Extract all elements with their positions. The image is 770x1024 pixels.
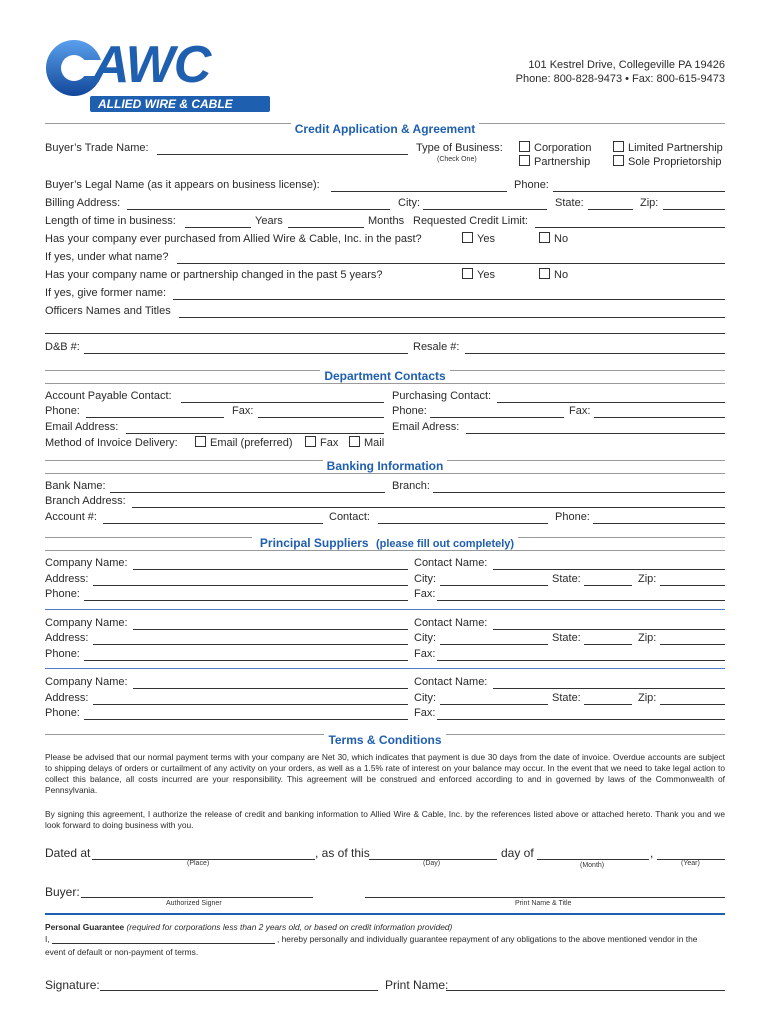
invoice-fax-checkbox[interactable] <box>305 436 316 447</box>
account-label: Account #: <box>45 511 97 523</box>
supplier3-phone-field[interactable] <box>84 719 408 720</box>
phone-label: Phone: <box>514 179 549 191</box>
dnb-field[interactable] <box>84 353 408 354</box>
corporation-label: Corporation <box>534 142 592 154</box>
purchasing-fax-field[interactable] <box>594 417 725 418</box>
bank-name-field[interactable] <box>110 492 385 493</box>
bank-phone-field[interactable] <box>593 523 725 524</box>
branch-address-label: Branch Address: <box>45 495 126 507</box>
section-subtitle: (please fill out completely) <box>375 538 515 550</box>
legal-name-label: Buyer’s Legal Name (as it appears on business license): <box>45 179 320 191</box>
logo-subtext: ALLIED WIRE & CABLE <box>98 97 233 111</box>
month-hint: (Month) <box>580 862 605 869</box>
name-changed-question: Has your company name or partnership changed in the past 5 years? <box>45 269 383 281</box>
supplier1-contact-field[interactable] <box>493 569 725 570</box>
branch-field[interactable] <box>433 492 725 493</box>
supplier2-contact-label: Contact Name: <box>414 617 488 629</box>
partnership-checkbox[interactable] <box>519 155 530 166</box>
supplier2-city-label: City: <box>414 632 436 644</box>
bank-phone-label: Phone: <box>555 511 590 523</box>
ap-phone-label: Phone: <box>45 405 80 417</box>
bank-contact-label: Contact: <box>329 511 370 523</box>
dated-at-label: Dated at <box>45 846 91 860</box>
supplier2-address-label: Address: <box>45 632 89 644</box>
supplier3-company-label: Company Name: <box>45 676 128 688</box>
supplier2-address-field[interactable] <box>93 644 408 645</box>
state-label: State: <box>555 197 584 209</box>
trade-name-field[interactable] <box>157 154 408 155</box>
company-contact: Phone: 800-828-9473 • Fax: 800-615-9473 <box>515 73 725 85</box>
supplier2-city-field[interactable] <box>440 644 548 645</box>
dnb-label: D&B #: <box>45 341 80 353</box>
supplier2-zip-label: Zip: <box>638 632 657 644</box>
billing-address-field[interactable] <box>127 209 390 210</box>
purchased-no-checkbox[interactable] <box>539 232 550 243</box>
guarantee-heading <box>45 922 452 933</box>
invoice-fax-label: Fax <box>320 437 339 449</box>
supplier1-company-field[interactable] <box>133 569 408 570</box>
section-terms-conditions <box>45 732 725 748</box>
supplier1-contact-label: Contact Name: <box>414 557 488 569</box>
business-type-label: Type of Business: <box>416 142 503 154</box>
supplier1-city-field[interactable] <box>440 585 548 586</box>
ap-phone-field[interactable] <box>86 417 224 418</box>
trade-name-label: Buyer’s Trade Name: <box>45 142 149 154</box>
resale-label: Resale #: <box>413 341 460 353</box>
month-field[interactable] <box>537 859 649 860</box>
supplier1-zip-field[interactable] <box>660 585 725 586</box>
day-of-label: day of <box>501 846 534 860</box>
state-field[interactable] <box>588 209 633 210</box>
supplier1-state-label: State: <box>552 573 581 585</box>
supplier1-state-field[interactable] <box>584 585 632 586</box>
officers-field-2[interactable] <box>45 333 725 334</box>
supplier3-city-label: City: <box>414 692 436 704</box>
supplier2-state-label: State: <box>552 632 581 644</box>
invoice-mail-checkbox[interactable] <box>349 436 360 447</box>
supplier3-address-label: Address: <box>45 692 89 704</box>
partnership-label: Partnership <box>534 156 591 168</box>
purchased-yes-label: Yes <box>477 233 495 245</box>
resale-field[interactable] <box>465 353 725 354</box>
former-name-label: If yes, give former name: <box>45 287 167 299</box>
section-title: Principal Suppliers <box>256 536 373 550</box>
print-name-label: Print Name: <box>385 978 449 992</box>
divider <box>45 473 725 474</box>
supplier-divider <box>45 668 725 669</box>
purchasing-contact-field[interactable] <box>497 402 725 403</box>
print-name-title-hint: Print Name & Title <box>515 900 572 907</box>
officers-field[interactable] <box>179 317 725 318</box>
authorized-signer-field[interactable] <box>81 897 313 898</box>
purchased-yes-checkbox[interactable] <box>462 232 473 243</box>
months-label: Months <box>368 215 405 227</box>
supplier3-phone-label: Phone: <box>45 707 80 719</box>
months-field[interactable] <box>288 227 364 228</box>
legal-name-field[interactable] <box>331 191 507 192</box>
invoice-method-label: Method of Invoice Delivery: <box>45 437 178 449</box>
credit-limit-label: Requested Credit Limit: <box>413 215 528 227</box>
purchasing-fax-label: Fax: <box>569 405 591 417</box>
purchasing-contact-label: Purchasing Contact: <box>392 390 492 402</box>
supplier3-zip-label: Zip: <box>638 692 657 704</box>
phone-field[interactable] <box>553 191 725 192</box>
company-logo <box>30 36 270 116</box>
supplier1-phone-label: Phone: <box>45 588 80 600</box>
supplier3-fax-label: Fax: <box>414 707 436 719</box>
supplier1-city-label: City: <box>414 573 436 585</box>
place-hint: (Place) <box>187 860 210 867</box>
authorized-signer-hint: Authorized Signer <box>166 900 222 907</box>
supplier2-zip-field[interactable] <box>660 644 725 645</box>
purchasing-email-field[interactable] <box>466 433 725 434</box>
city-label: City: <box>398 197 420 209</box>
supplier1-address-label: Address: <box>45 573 89 585</box>
supplier3-contact-label: Contact Name: <box>414 676 488 688</box>
authorization-paragraph: By signing this agreement, I authorize the release of credit and banking information to Allied Wire & Cable, Inc. by the references listed above or attached hereto. Thank you and we look forward to doing business with you. <box>45 809 725 830</box>
guarantee-text: , hereby personally and individually guarantee repayment of any obligations to the above mentioned vendor in the <box>277 934 698 944</box>
logo-text: AWC <box>92 36 211 94</box>
name-changed-no-label: No <box>554 269 569 281</box>
supplier2-company-label: Company Name: <box>45 617 128 629</box>
supplier3-company-field[interactable] <box>133 688 408 689</box>
sole-proprietorship-label: Sole Proprietorship <box>628 156 722 168</box>
supplier2-phone-label: Phone: <box>45 648 80 660</box>
supplier2-state-field[interactable] <box>584 644 632 645</box>
supplier2-contact-field[interactable] <box>493 629 725 630</box>
section-title: Terms & Conditions <box>324 733 445 747</box>
under-what-name-label: If yes, under what name? <box>45 251 169 263</box>
branch-address-field[interactable] <box>132 507 725 508</box>
divider <box>45 383 725 384</box>
account-field[interactable] <box>103 523 323 524</box>
guarantee-prefix: I, <box>45 934 50 944</box>
sole-proprietorship-checkbox[interactable] <box>613 155 624 166</box>
signature-label: Signature: <box>45 978 100 992</box>
name-changed-yes-checkbox[interactable] <box>462 268 473 279</box>
purchased-question: Has your company ever purchased from Allied Wire & Cable, Inc. in the past? <box>45 233 422 245</box>
buyer-label: Buyer: <box>45 885 80 899</box>
officers-label: Officers Names and Titles <box>45 305 171 317</box>
name-changed-no-checkbox[interactable] <box>539 268 550 279</box>
supplier1-zip-label: Zip: <box>638 573 657 585</box>
guarantee-title: Personal Guarantee <box>45 922 125 932</box>
guarantor-name-field[interactable] <box>52 943 275 944</box>
print-name-title-field[interactable] <box>365 897 725 898</box>
branch-label: Branch: <box>392 480 430 492</box>
supplier2-fax-label: Fax: <box>414 648 436 660</box>
business-length-label: Length of time in business: <box>45 215 176 227</box>
zip-label: Zip: <box>640 197 659 209</box>
supplier3-zip-field[interactable] <box>660 704 725 705</box>
ap-email-label: Email Address: <box>45 421 119 433</box>
print-name-field[interactable] <box>446 990 725 991</box>
invoice-mail-label: Mail <box>364 437 385 449</box>
ap-fax-field[interactable] <box>258 417 384 418</box>
supplier3-state-label: State: <box>552 692 581 704</box>
city-field[interactable] <box>423 209 547 210</box>
section-principal-suppliers <box>45 535 725 551</box>
supplier3-contact-field[interactable] <box>493 688 725 689</box>
supplier2-phone-field[interactable] <box>84 660 408 661</box>
limited-partnership-checkbox[interactable] <box>613 141 624 152</box>
supplier1-address-field[interactable] <box>93 585 408 586</box>
corporation-checkbox[interactable] <box>519 141 530 152</box>
credit-limit-field[interactable] <box>535 227 725 228</box>
former-name-field[interactable] <box>173 299 725 300</box>
billing-address-label: Billing Address: <box>45 197 121 209</box>
purchasing-email-label: Email Adress: <box>392 421 460 433</box>
invoice-email-checkbox[interactable] <box>195 436 206 447</box>
section-title: Credit Application & Agreement <box>291 122 479 136</box>
ap-contact-label: Account Payable Contact: <box>45 390 172 402</box>
section-department-contacts <box>45 368 725 384</box>
guarantee-note: (required for corporations less than 2 years old, or based on credit information provided) <box>126 922 453 932</box>
name-changed-yes-label: Yes <box>477 269 495 281</box>
divider <box>45 550 725 551</box>
signature-field[interactable] <box>100 990 378 991</box>
ap-contact-field[interactable] <box>181 402 384 403</box>
supplier2-fax-field[interactable] <box>437 660 725 661</box>
as-of-this-label: , as of this <box>315 846 370 860</box>
supplier1-phone-field[interactable] <box>84 600 408 601</box>
purchased-no-label: No <box>554 233 569 245</box>
purchasing-phone-field[interactable] <box>430 417 564 418</box>
ap-fax-label: Fax: <box>232 405 254 417</box>
purchasing-phone-label: Phone: <box>392 405 427 417</box>
terms-paragraph: Please be advised that our normal payment terms with your company are Net 30, which indicates that payment is due 30 days from the date of invoice. Overdue accounts are subject to shipping delays of orders or curtailment of any activity on your orders, as well as a 1.5% rate of interest on your balance may occur. In the event that we need to take legal action to collect this balance, all costs incurred are your responsibility. This agreement will be construed and enforced according to and in governed by laws of the Commonwealth of Pennsylvania. <box>45 752 725 795</box>
zip-field[interactable] <box>663 209 725 210</box>
supplier-divider <box>45 609 725 610</box>
supplier1-fax-label: Fax: <box>414 588 436 600</box>
supplier1-fax-field[interactable] <box>437 600 725 601</box>
section-title: Department Contacts <box>320 369 449 383</box>
supplier3-fax-field[interactable] <box>437 719 725 720</box>
guarantee-text-2: event of default or non-payment of terms. <box>45 947 199 957</box>
section-banking-information <box>45 458 725 474</box>
check-one-hint: (Check One) <box>437 156 477 163</box>
guarantee-divider <box>45 913 725 915</box>
company-address: 101 Kestrel Drive, Collegeville PA 19426 <box>528 59 725 71</box>
supplier3-city-field[interactable] <box>440 704 548 705</box>
bank-contact-field[interactable] <box>378 523 548 524</box>
invoice-email-label: Email (preferred) <box>210 437 293 449</box>
years-label: Years <box>255 215 283 227</box>
date-comma: , <box>650 846 654 860</box>
supplier2-company-field[interactable] <box>133 629 408 630</box>
ap-email-field[interactable] <box>126 433 384 434</box>
years-field[interactable] <box>185 227 251 228</box>
supplier3-state-field[interactable] <box>584 704 632 705</box>
under-what-name-field[interactable] <box>177 263 725 264</box>
supplier3-address-field[interactable] <box>93 704 408 705</box>
supplier1-company-label: Company Name: <box>45 557 128 569</box>
bank-name-label: Bank Name: <box>45 480 106 492</box>
section-credit-application <box>45 121 725 137</box>
section-title: Banking Information <box>323 459 448 473</box>
day-hint: (Day) <box>423 860 441 867</box>
limited-partnership-label: Limited Partnership <box>628 142 723 154</box>
year-hint: (Year) <box>681 860 700 867</box>
